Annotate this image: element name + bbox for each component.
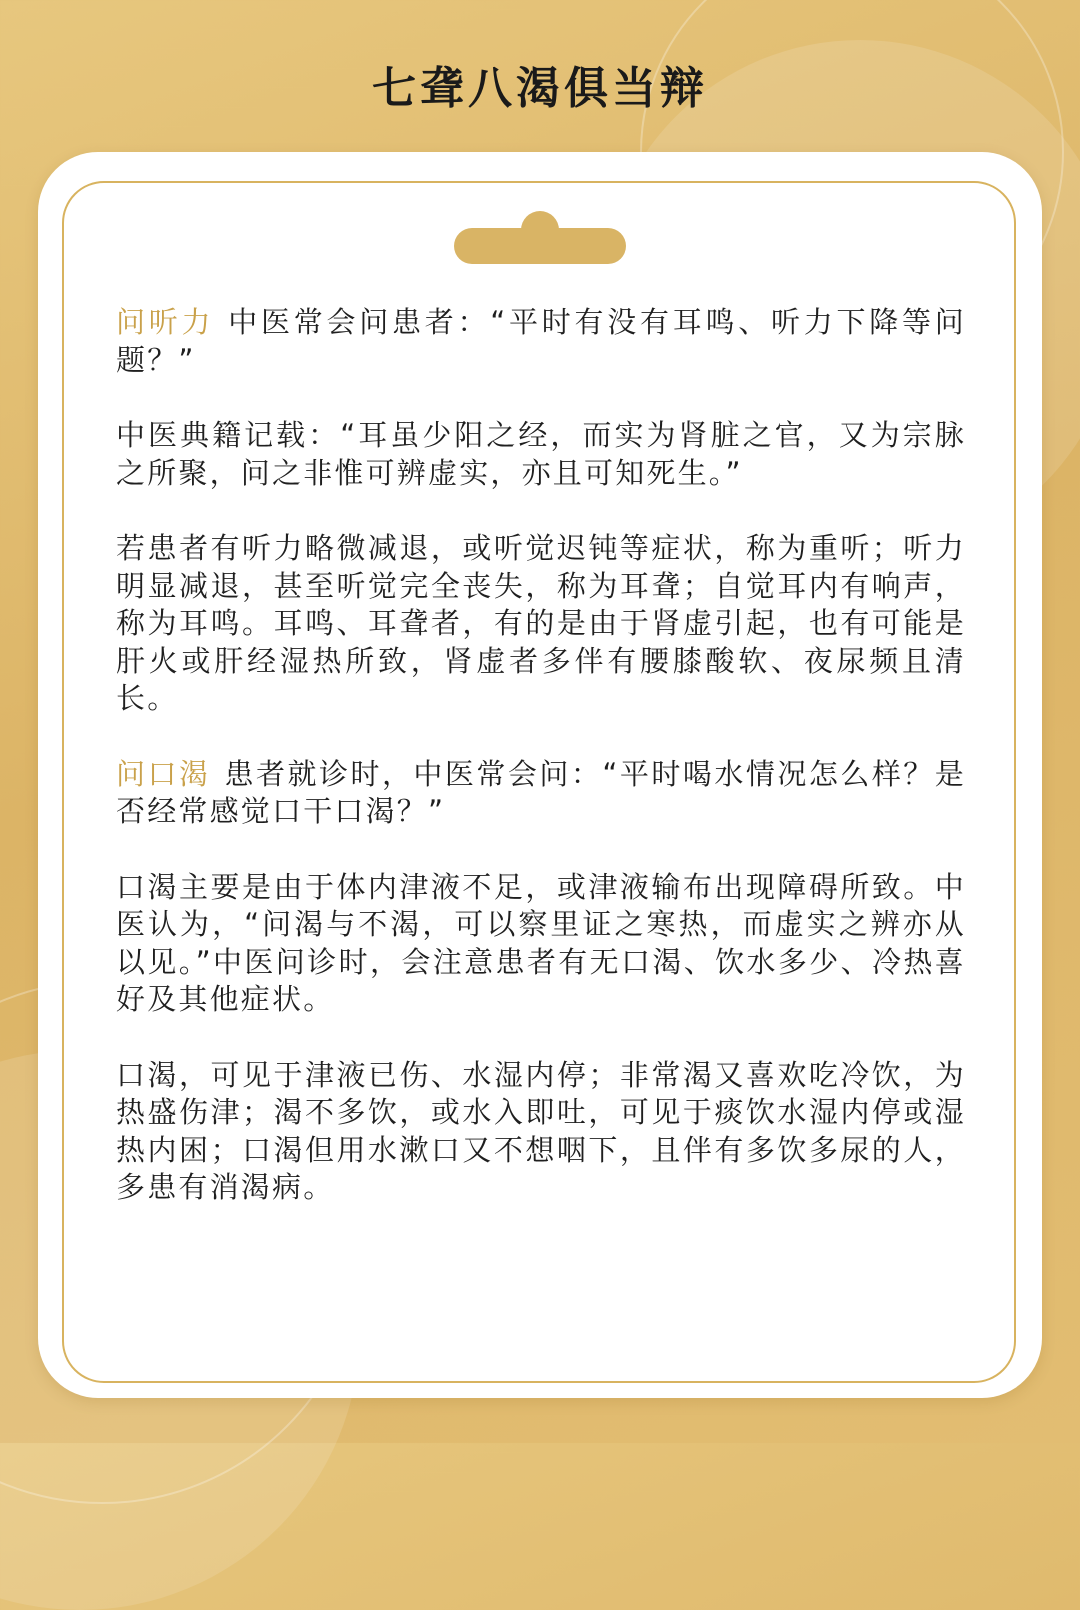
section-heading-hearing: 问听力 <box>116 305 215 339</box>
paragraph-classic-record <box>116 417 966 492</box>
paragraph-hearing-symptoms <box>116 530 966 718</box>
card-tab <box>454 228 626 264</box>
paragraph-thirst-question <box>116 756 966 831</box>
paragraph-text: 中医常会问患者：“平时有没有耳鸣、听力下降等问题？” <box>116 305 967 377</box>
section-heading-thirst: 问口渴 <box>116 756 211 791</box>
paragraph-text: 口渴，可见于津液已伤、水湿内停；非常渴又喜欢吃冷饮，为热盛伤津；渴不多饮，或水入即吐，可见于痰饮水湿内停或湿热内困；口渴但用水漱口又不想咽下，且伴有多饮多尿的人，多患有消渴病。 <box>116 1057 966 1204</box>
paragraph-text: 患者就诊时，中医常会问：“平时喝水情况怎么样？是否经常感觉口干口渴？” <box>116 756 966 828</box>
paragraph-thirst-cause <box>116 869 966 1019</box>
paragraph-text: 中医典籍记载：“耳虽少阳之经，而实为肾脏之官，又为宗脉之所聚，问之非惟可辨虚实，亦且可知死生。” <box>116 418 966 490</box>
paragraph-thirst-types <box>116 1057 966 1207</box>
article-body <box>116 304 966 1245</box>
paragraph-hearing-question <box>116 304 966 379</box>
paragraph-text: 口渴主要是由于体内津液不足，或津液输布出现障碍所致。中医认为，“问渴与不渴，可以察里证之寒热，而虚实之辨亦从以见。”中医问诊时，会注意患者有无口渴、饮水多少、冷热喜好及其他症状。 <box>116 869 966 1016</box>
paragraph-text: 若患者有听力略微减退，或听觉迟钝等症状，称为重听；听力明显减退，甚至听觉完全丧失，称为耳聋；自觉耳内有响声，称为耳鸣。耳鸣、耳聋者，有的是由于肾虚引起，也有可能是肝火或肝经湿热所致，肾虚者多伴有腰膝酸软、夜尿频且清长。 <box>116 531 966 715</box>
page-title: 七聋八渴俱当辩 <box>372 63 708 114</box>
